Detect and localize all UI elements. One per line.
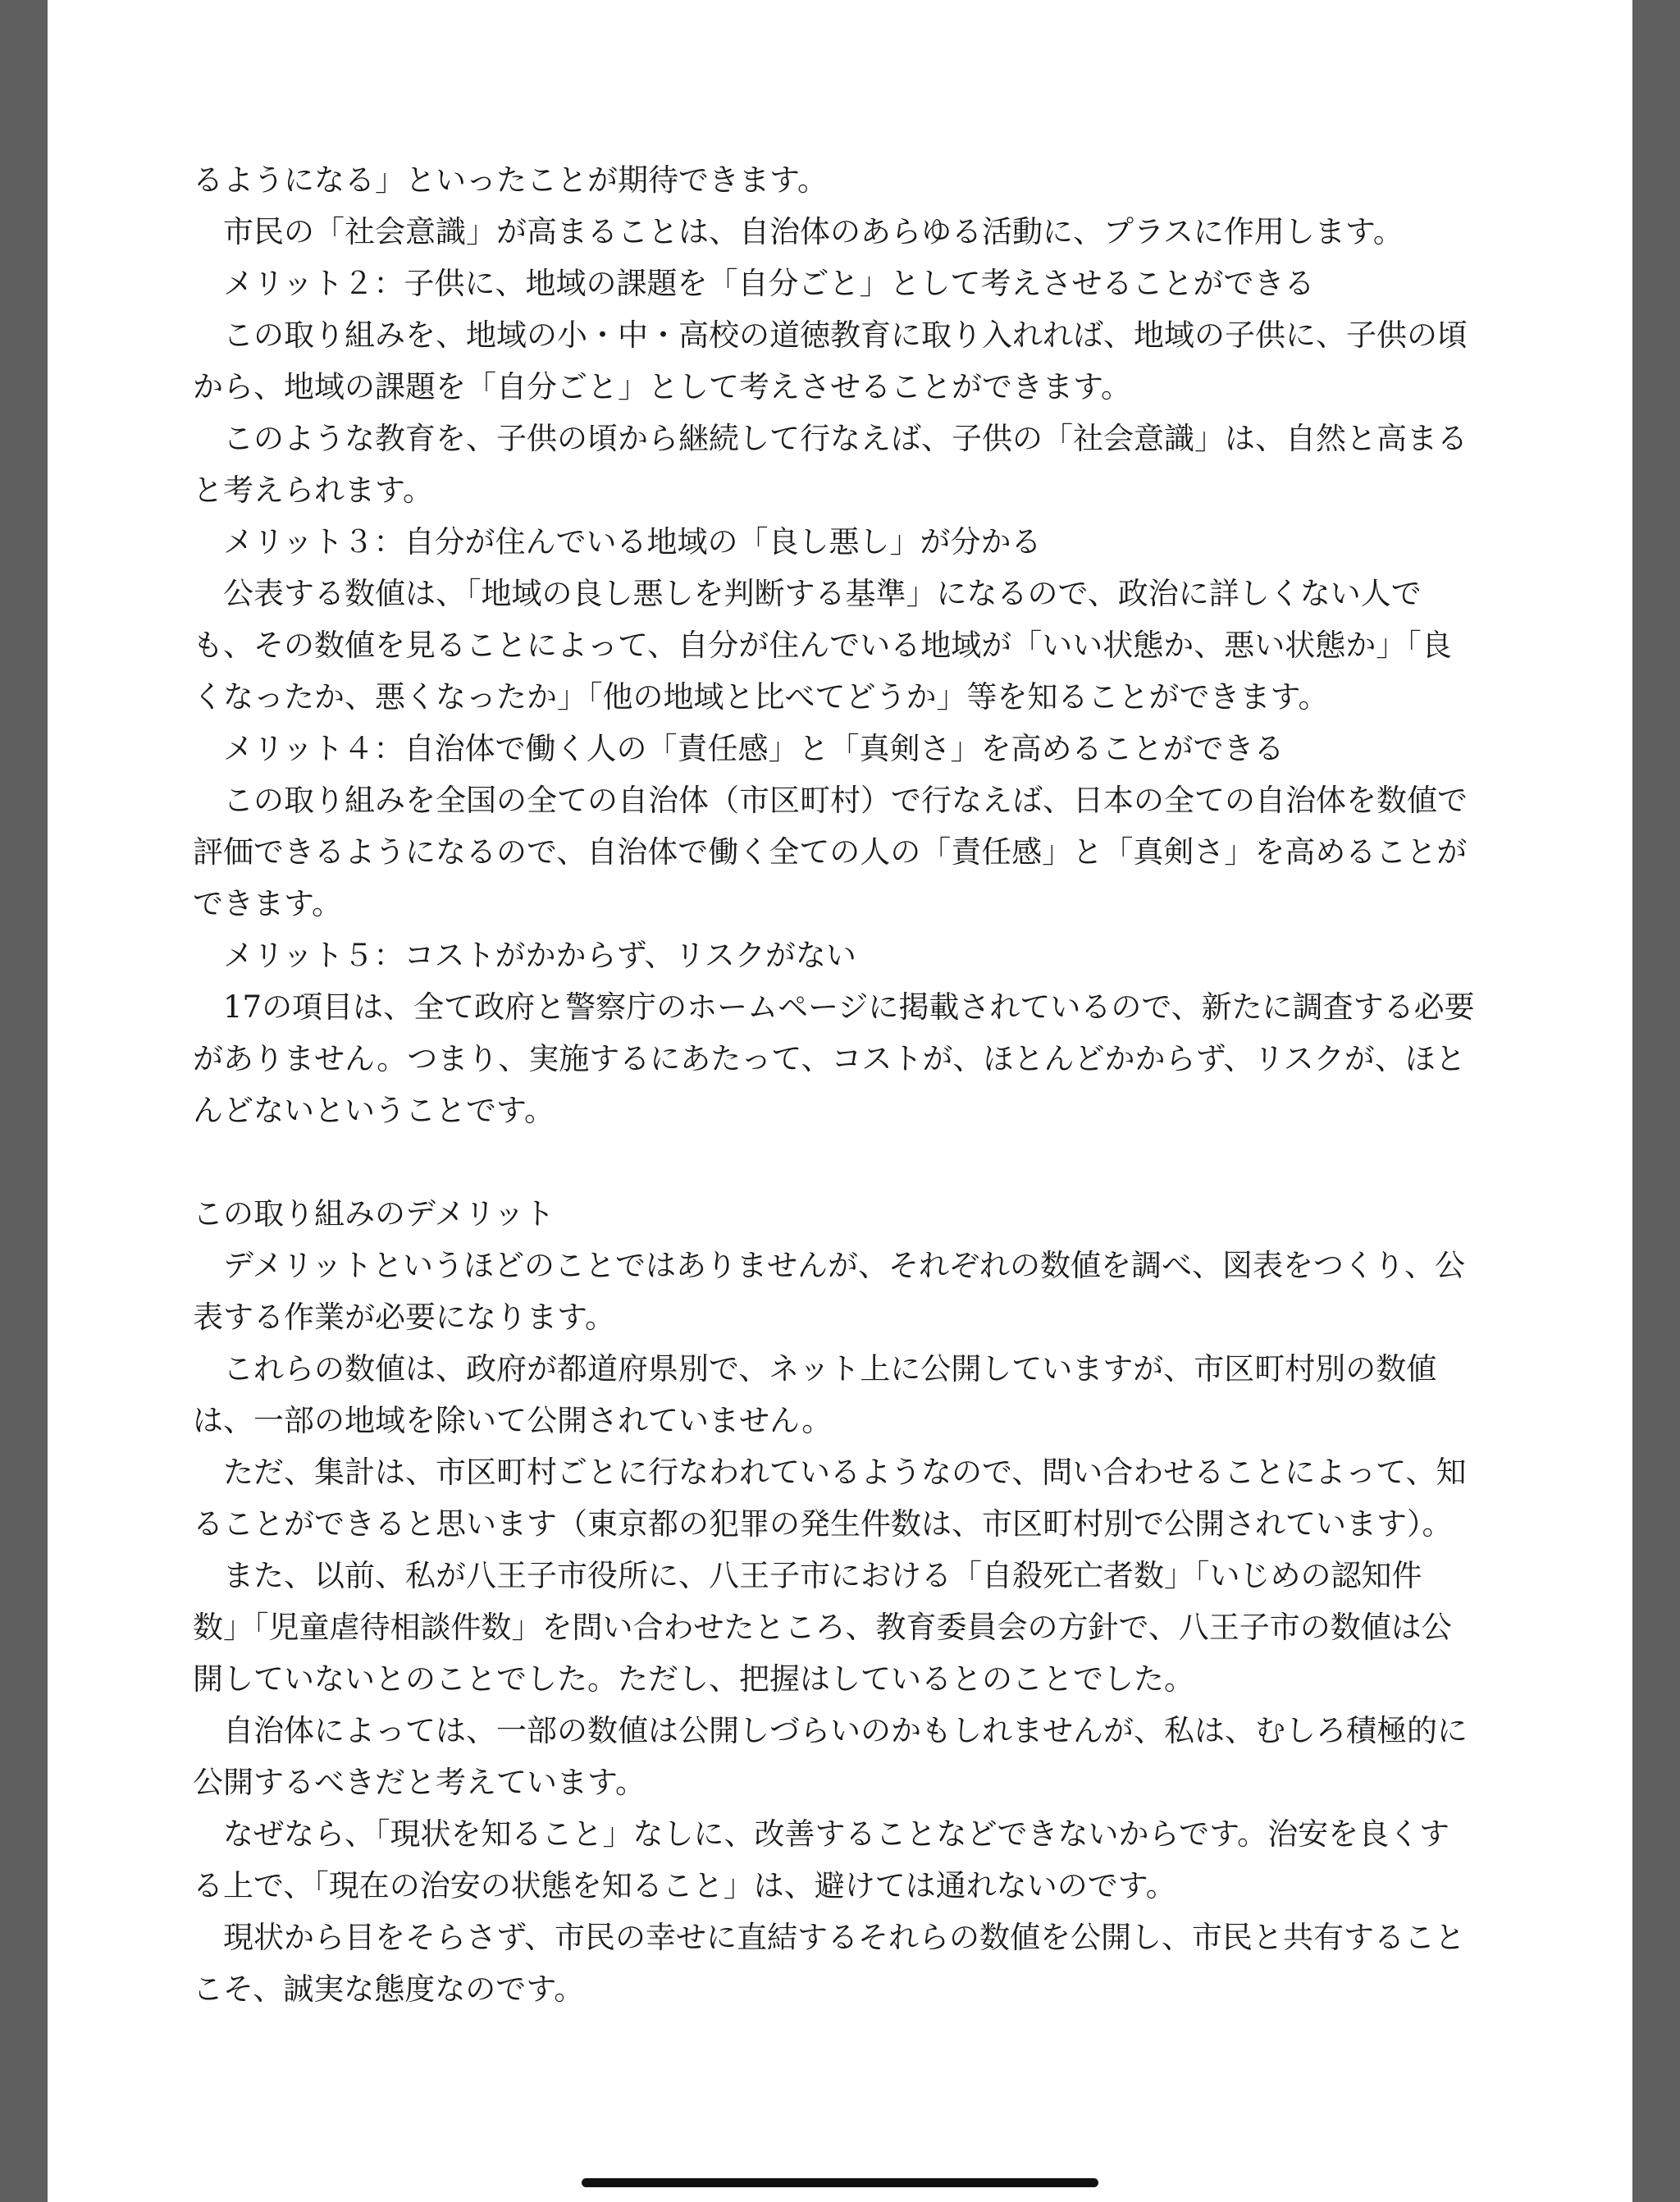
text-line: 公表する数値は、「地域の良し悪しを判断する基準」になるので、政治に詳しくない人で <box>193 576 1422 611</box>
page-body-text <box>193 154 1525 2015</box>
text-line: も、その数値を見ることによって、自分が住んでいる地域が「いい状態か、悪い状態か」「良 <box>193 628 1452 663</box>
text-line: ただ、集計は、市区町村ごとに行なわれているようなので、問い合わせることによって、知 <box>193 1455 1467 1490</box>
blank-line <box>193 1136 1525 1188</box>
text-line: と考えられます。 <box>193 473 434 508</box>
text-line: 自治体によっては、一部の数値は公開しづらいのかもしれませんが、私は、むしろ積極的に <box>193 1713 1468 1748</box>
text-line: この取り組みを全国の全ての自治体（市区町村）で行なえば、日本の全ての自治体を数値で <box>193 783 1468 818</box>
text-line: 現状から目をそらさず、市民の幸せに直結するそれらの数値を公開し、市民と共有すること <box>193 1920 1466 1955</box>
text-line: ることができると思います（東京都の犯罪の発生件数は、市区町村別で公開されています）。 <box>193 1506 1453 1542</box>
text-line: 市民の「社会意識」が高まることは、自治体のあらゆる活動に、プラスに作用します。 <box>193 214 1404 249</box>
text-line: から、地域の課題を「自分ごと」として考えさせることができます。 <box>193 369 1132 404</box>
text-line: これらの数値は、政府が都道府県別で、ネット上に公開していますが、市区町村別の数値 <box>193 1351 1437 1387</box>
text-line: できます。 <box>193 886 343 921</box>
text-line: くなったか、悪くなったか」「他の地域と比べてどうか」等を知ることができます。 <box>193 679 1329 715</box>
text-line: この取り組みのデメリット <box>193 1196 555 1231</box>
text-line: 数」「児童虐待相談件数」を問い合わせたところ、教育委員会の方針で、八王子市の数値は公 <box>193 1610 1452 1645</box>
text-line: 17の項目は、全て政府と警察庁のホームページに掲載されているので、新たに調査する必要 <box>193 989 1475 1025</box>
text-line: メリット５：コストがかからず、リスクがない <box>193 938 856 973</box>
text-line: この取り組みを、地域の小・中・高校の道徳教育に取り入れれば、地域の子供に、子供の頃 <box>193 318 1468 353</box>
text-line: 開していないとのことでした。ただし、把握はしているとのことでした。 <box>193 1661 1194 1697</box>
text-line: 表する作業が必要になります。 <box>193 1300 616 1335</box>
text-line: がありません。つまり、実施するにあたって、コストが、ほとんどかからず、リスクが、ほと <box>193 1041 1466 1076</box>
text-line: また、以前、私が八王子市役所に、八王子市における「自殺死亡者数」「いじめの認知件 <box>193 1558 1422 1593</box>
text-line: んどないということです。 <box>193 1093 555 1128</box>
text-line: メリット４：自治体で働く人の「責任感」と「真剣さ」を高めることができる <box>193 731 1285 766</box>
text-line: 評価できるようになるので、自治体で働く全ての人の「責任感」と「真剣さ」を高めることが <box>193 834 1468 870</box>
text-line: るようになる」といったことが期待できます。 <box>193 162 829 198</box>
text-line: は、一部の地域を除いて公開されていません。 <box>193 1403 833 1438</box>
text-line: 公開するべきだと考えています。 <box>193 1765 646 1800</box>
home-indicator[interactable] <box>582 2178 1098 2187</box>
text-line: このような教育を、子供の頃から継続して行なえば、子供の「社会意識」は、自然と高まる <box>193 421 1468 456</box>
text-line: なぜなら、「現状を知ること」なしに、改善することなどできないからです。治安を良くす <box>193 1816 1450 1852</box>
text-line: る上で、「現在の治安の状態を知ること」は、避けては通れないのです。 <box>193 1868 1176 1903</box>
text-line: デメリットというほどのことではありませんが、それぞれの数値を調べ、図表をつくり、公 <box>193 1248 1466 1283</box>
text-line: メリット２：子供に、地域の課題を「自分ごと」として考えさせることができる <box>193 266 1315 301</box>
text-line: こそ、誠実な態度なのです。 <box>193 1971 585 2007</box>
text-line: メリット３：自分が住んでいる地域の「良し悪し」が分かる <box>193 524 1042 560</box>
document-page <box>48 0 1632 2202</box>
